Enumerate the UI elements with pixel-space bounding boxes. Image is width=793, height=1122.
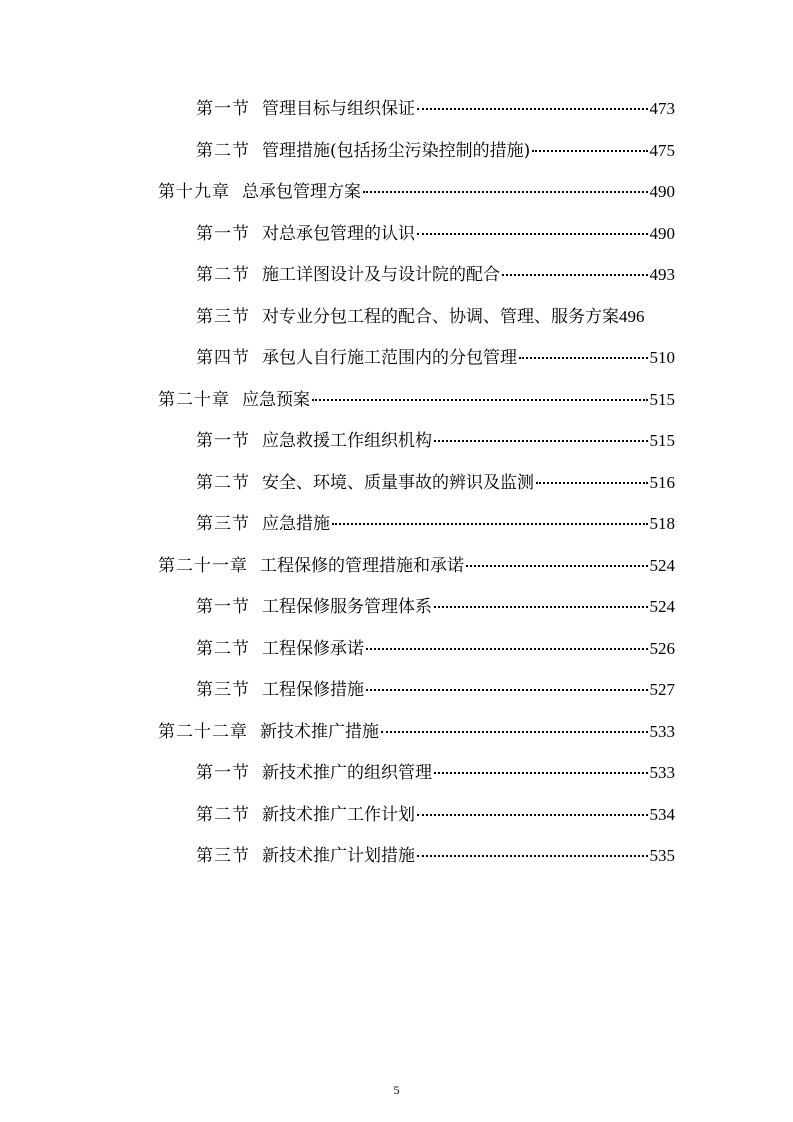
toc-entry-title: 对总承包管理的认识 (262, 224, 415, 244)
toc-entry-title: 安全、环境、质量事故的辨识及监测 (262, 473, 534, 493)
toc-entry[interactable] (196, 804, 675, 826)
dot-leader (417, 849, 648, 857)
toc-entry-page: 524 (649, 597, 675, 616)
toc-entry[interactable] (196, 596, 675, 618)
toc-entry-page: 533 (649, 722, 675, 741)
toc-entry-title: 应急预案 (242, 390, 310, 410)
toc-entry-title: 应急救援工作组织机构 (262, 431, 432, 451)
dot-leader (381, 725, 648, 733)
toc-entry[interactable] (196, 306, 675, 328)
toc-entry-page: 527 (649, 680, 675, 699)
toc-chapter-entry[interactable] (158, 181, 675, 203)
dot-leader (363, 185, 648, 193)
toc-entry-number: 第二节 (196, 473, 250, 493)
toc-entry[interactable] (196, 679, 675, 701)
toc-entry-page: 526 (649, 639, 675, 658)
dot-leader (417, 808, 648, 816)
toc-entry-number: 第三节 (196, 846, 250, 866)
toc-entry-title: 管理措施(包括扬尘污染控制的措施) (262, 141, 531, 161)
page-number: 5 (393, 1083, 400, 1097)
toc-entry-number: 第一节 (196, 597, 250, 617)
toc-entry[interactable] (196, 513, 675, 535)
dot-leader (532, 144, 647, 152)
toc-entry-title: 新技术推广工作计划 (262, 805, 415, 825)
toc-entry-page: 533 (649, 763, 675, 782)
dot-leader (434, 434, 648, 442)
toc-entry[interactable] (196, 140, 675, 162)
toc-entry-number: 第一节 (196, 224, 250, 244)
toc-entry[interactable] (196, 845, 675, 867)
toc-entry-page: 473 (649, 99, 675, 118)
toc-entry-title: 工程保修服务管理体系 (262, 597, 432, 617)
toc-entry-title: 施工详图设计及与设计院的配合 (262, 265, 500, 285)
toc-entry-page: 534 (649, 805, 675, 824)
toc-entry-number: 第十九章 (158, 182, 230, 202)
toc-entry-number: 第二十一章 (158, 556, 248, 576)
toc-entry-page: 490 (649, 224, 675, 243)
toc-entry-number: 第二节 (196, 265, 250, 285)
toc-entry-number: 第一节 (196, 431, 250, 451)
dot-leader (536, 476, 648, 484)
toc-entry-title: 总承包管理方案 (242, 182, 361, 202)
toc-chapter-entry[interactable] (158, 555, 675, 577)
toc-entry-page: 493 (649, 265, 675, 284)
toc-entry-title: 新技术推广计划措施 (262, 846, 415, 866)
toc-entry-number: 第四节 (196, 348, 250, 368)
dot-leader (502, 268, 648, 276)
dot-leader (366, 683, 648, 691)
dot-leader (332, 517, 648, 525)
toc-entry-page: 515 (649, 431, 675, 450)
dot-leader (366, 642, 648, 650)
toc-entry-title: 承包人自行施工范围内的分包管理 (262, 348, 517, 368)
toc-chapter-entry[interactable] (158, 389, 675, 411)
toc-entry-number: 第三节 (196, 514, 250, 534)
toc-entry[interactable] (196, 430, 675, 452)
toc-entry-page: 490 (649, 182, 675, 201)
toc-chapter-entry[interactable] (158, 721, 675, 743)
dot-leader (417, 227, 648, 235)
toc-entry-page: 524 (649, 556, 675, 575)
dot-leader (519, 351, 648, 359)
toc-entry-number: 第二节 (196, 141, 250, 161)
toc-entry-number: 第三节 (196, 680, 250, 700)
dot-leader (466, 559, 648, 567)
toc-entry[interactable] (196, 638, 675, 660)
toc-entry[interactable] (196, 472, 675, 494)
dot-leader (417, 102, 648, 110)
toc-entry-title: 工程保修措施 (262, 680, 364, 700)
toc-entry-page: 535 (649, 846, 675, 865)
toc-entry-title: 工程保修承诺 (262, 639, 364, 659)
toc-entry[interactable] (196, 98, 675, 120)
toc-entry[interactable] (196, 264, 675, 286)
toc-entry-title: 新技术推广措施 (260, 722, 379, 742)
toc-entry-page: 515 (649, 390, 675, 409)
toc-entry-number: 第一节 (196, 763, 250, 783)
toc-entry-title: 对专业分包工程的配合、协调、管理、服务方案 (262, 307, 619, 327)
dot-leader (434, 766, 648, 774)
toc-entry-title: 工程保修的管理措施和承诺 (260, 556, 464, 576)
toc-entry-number: 第一节 (196, 99, 250, 119)
toc-entry[interactable] (196, 762, 675, 784)
toc-entry-number: 第二十二章 (158, 722, 248, 742)
toc-entry-title: 新技术推广的组织管理 (262, 763, 432, 783)
toc-entry-number: 第三节 (196, 307, 250, 327)
toc-entry-page: 510 (649, 348, 675, 367)
toc-entry-number: 第二十章 (158, 390, 230, 410)
toc-entry-title: 管理目标与组织保证 (262, 99, 415, 119)
toc-entry-number: 第二节 (196, 639, 250, 659)
toc-entry-number: 第二节 (196, 805, 250, 825)
toc-entry-page: 516 (649, 473, 675, 492)
toc-entry[interactable] (196, 223, 675, 245)
dot-leader (434, 600, 648, 608)
toc-entry-page: 496 (619, 307, 645, 326)
toc-entry-page: 475 (649, 141, 675, 160)
toc-entry-title: 应急措施 (262, 514, 330, 534)
dot-leader (312, 393, 648, 401)
toc-entry[interactable] (196, 347, 675, 369)
toc-entry-page: 518 (649, 514, 675, 533)
